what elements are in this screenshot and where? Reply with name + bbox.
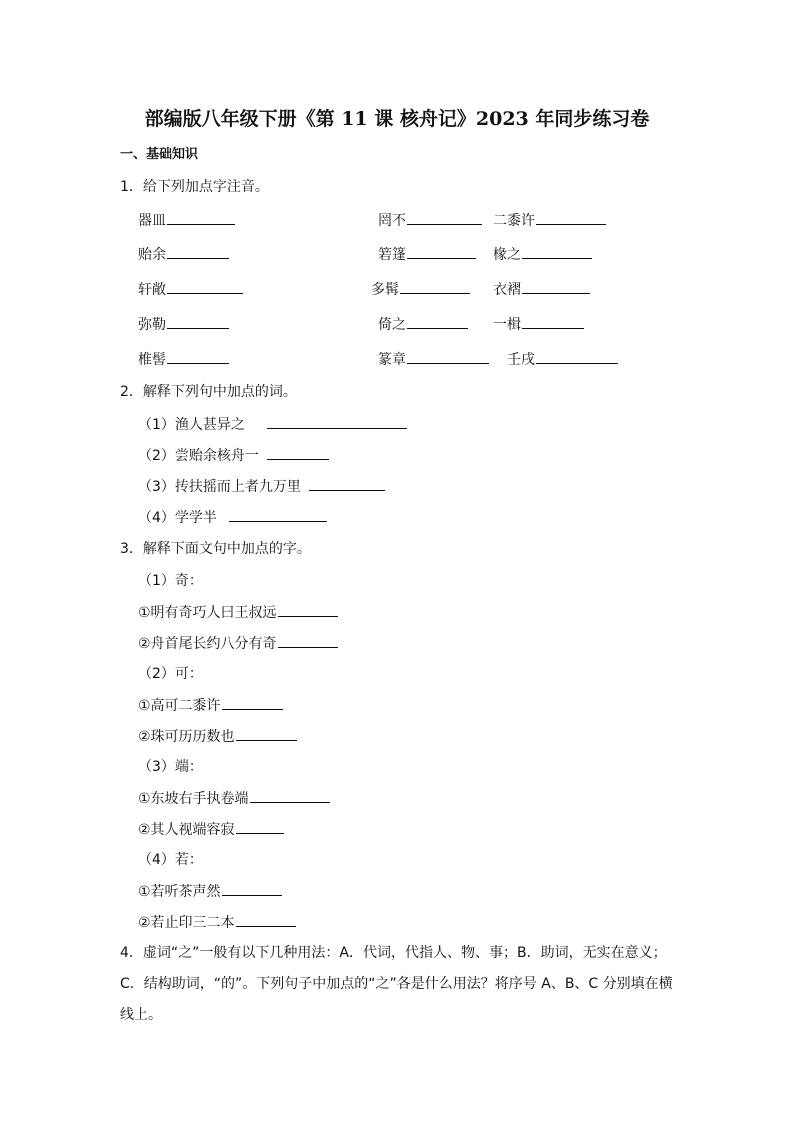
q1-item: 器皿: [138, 211, 235, 230]
answer-blank[interactable]: [522, 315, 584, 329]
q3-subhead: （1）奇：: [138, 573, 203, 589]
answer-blank[interactable]: [250, 789, 330, 803]
answer-blank[interactable]: [229, 508, 327, 522]
q1-item: 衣褶: [493, 280, 590, 299]
q4-text: 4．虚词“之”一般有以下几种用法：A．代词，代指人、物、事；B．助词，无实在意义；C．结构助词，“的”。下列句子中加点的“之”各是什么用法？将序号 A、B、C 分别填在横线上。: [120, 945, 673, 1023]
q3-item: ①明有奇巧人曰王叔远: [138, 603, 338, 622]
q3-subhead: （4）若：: [138, 852, 203, 868]
q3-stem: 3．解释下面文句中加点的字。: [120, 541, 311, 557]
q3-item: ②珠可历历数也: [138, 727, 297, 746]
q1-item: 椽之: [493, 245, 592, 264]
answer-blank[interactable]: [236, 913, 296, 927]
q2-item: （4）学学半: [138, 508, 327, 527]
q1-item: 多髯: [371, 280, 470, 299]
page-title: 部编版八年级下册《第 11 课 核舟记》2023 年同步练习卷: [144, 108, 650, 130]
answer-blank[interactable]: [167, 350, 229, 364]
q3-item: ①东坡右手执卷端: [138, 789, 330, 808]
section-heading: 一、基础知识: [120, 147, 199, 162]
answer-blank[interactable]: [400, 280, 470, 294]
answer-blank[interactable]: [536, 211, 606, 225]
answer-blank[interactable]: [407, 211, 482, 225]
answer-blank[interactable]: [536, 350, 618, 364]
answer-blank[interactable]: [309, 477, 385, 491]
q2-stem: 2．解释下列句中加点的词。: [120, 384, 297, 400]
answer-blank[interactable]: [407, 315, 468, 329]
q2-item: （1）渔人甚异之: [138, 415, 407, 434]
answer-blank[interactable]: [407, 245, 476, 259]
answer-blank[interactable]: [278, 634, 338, 648]
answer-blank[interactable]: [236, 820, 284, 834]
answer-blank[interactable]: [167, 211, 235, 225]
q2-item: （2）尝贻余核舟一: [138, 446, 329, 465]
q1-item: 篆章: [378, 350, 489, 369]
answer-blank[interactable]: [267, 446, 329, 460]
q3-item: ①若听茶声然: [138, 882, 282, 901]
answer-blank[interactable]: [167, 315, 229, 329]
answer-blank[interactable]: [236, 727, 297, 741]
q1-item: 倚之: [378, 315, 468, 334]
answer-blank[interactable]: [222, 882, 282, 896]
answer-blank[interactable]: [522, 280, 590, 294]
q3-item: ②舟首尾长约八分有奇: [138, 634, 338, 653]
q1-item: 壬戌: [507, 350, 618, 369]
q3-item: ②若止印三二本: [138, 913, 296, 932]
q1-item: 二黍许: [493, 211, 606, 230]
q1-item: 贻余: [138, 245, 229, 264]
answer-blank[interactable]: [278, 603, 338, 617]
q1-item: 罔不: [378, 211, 482, 230]
q3-subhead: （2）可：: [138, 666, 203, 682]
q1-item: 弥勒: [138, 315, 229, 334]
answer-blank[interactable]: [167, 280, 243, 294]
q1-item: 箬篷: [378, 245, 476, 264]
q3-item: ②其人视端容寂: [138, 820, 284, 839]
q3-item: ①高可二黍许: [138, 696, 283, 715]
q2-item: （3）抟扶摇而上者九万里: [138, 477, 385, 496]
answer-blank[interactable]: [222, 696, 283, 710]
q1-item: 一楫: [493, 315, 584, 334]
q1-item: 椎髻: [138, 350, 229, 369]
answer-blank[interactable]: [407, 350, 489, 364]
q1-stem: 1．给下列加点字注音。: [120, 179, 269, 195]
q3-subhead: （3）端：: [138, 759, 203, 775]
answer-blank[interactable]: [522, 245, 592, 259]
q1-item: 轩敞: [138, 280, 243, 299]
answer-blank[interactable]: [267, 415, 407, 429]
answer-blank[interactable]: [167, 245, 229, 259]
